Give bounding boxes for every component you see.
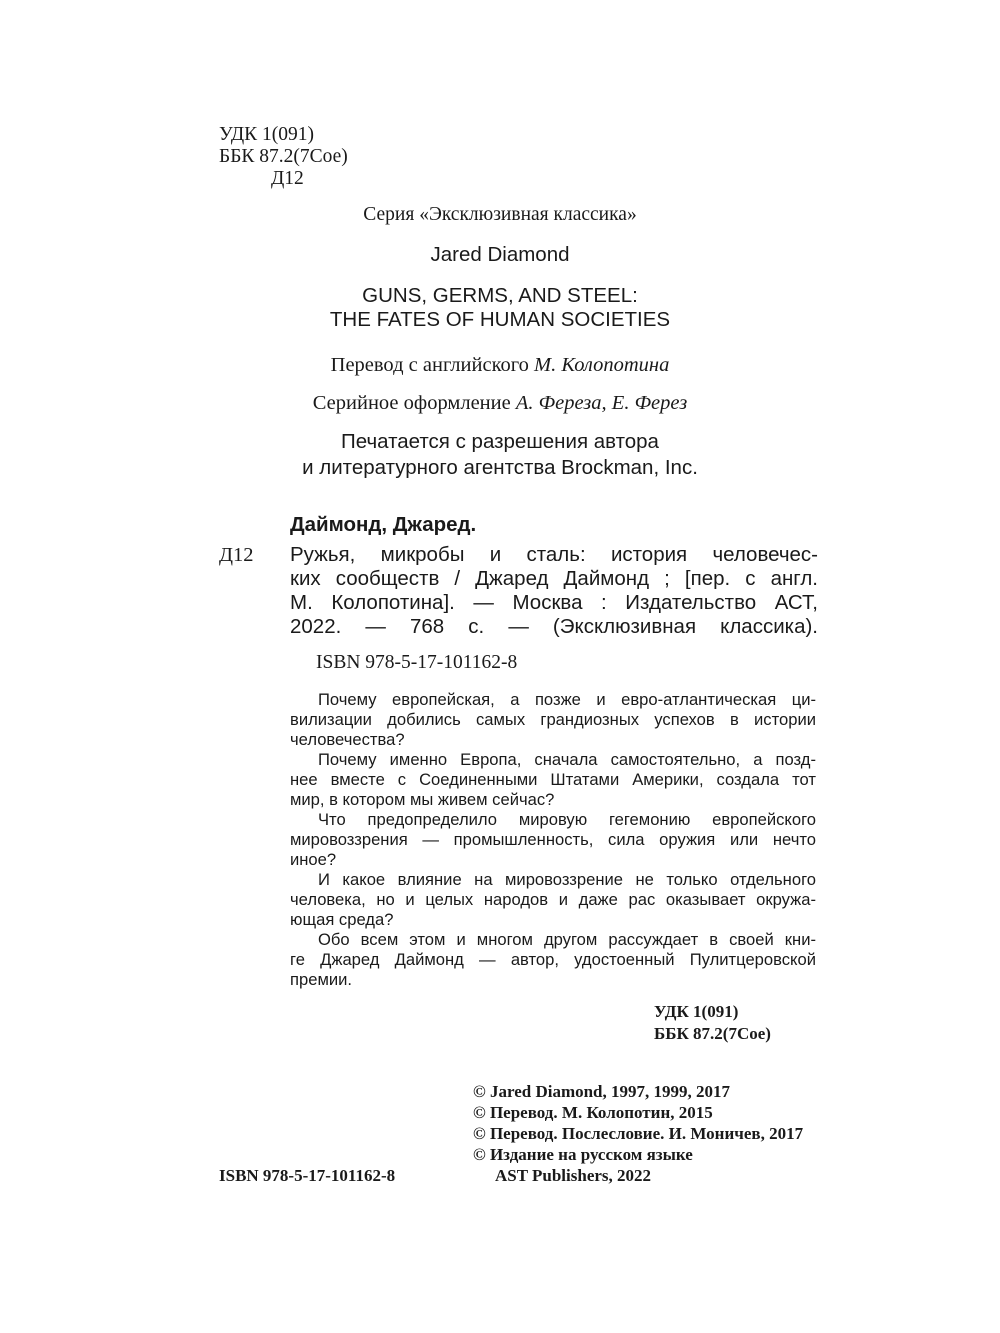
annotation-line: Обо всем этом и многом другом рассуждает в своей кни- [318, 930, 816, 949]
udk-code: УДК 1(091) [219, 124, 315, 145]
author-mark: Д12 [271, 168, 304, 189]
annotation-line: премии. [290, 970, 352, 989]
copyright-line: © Перевод. М. Колопотин, 2015 [473, 1103, 713, 1122]
copyright-line: © Перевод. Послесловие. И. Моничев, 2017 [473, 1124, 804, 1143]
catalog-line: ких сообществ / Джаред Даймонд ; [пер. с англ. [290, 567, 818, 590]
catalog-description [290, 543, 818, 639]
catalog-line: 2022. — 768 с. — (Эксклюзивная классика). [290, 615, 818, 638]
copyright-line: © Издание на русском языке [473, 1145, 693, 1164]
annotation-line: Почему именно Европа, сначала самостоятельно, а позд- [318, 750, 816, 769]
annotation-line: мировоззрения — промышленность, сила оружия или нечто [290, 830, 816, 849]
catalog-mark: Д12 [219, 544, 254, 566]
catalog-line: М. Колопотина]. — Москва : Издательство АСТ, [290, 591, 818, 614]
copyright-line: © Jared Diamond, 1997, 1999, 2017 [473, 1082, 731, 1101]
bottom-bbk-code: ББК 87.2(7Сое) [654, 1024, 771, 1043]
series-title: Серия «Эксклюзивная классика» [363, 204, 637, 225]
permission-line-2: и литературного агентства Brockman, Inc. [302, 456, 698, 479]
bottom-isbn: ISBN 978-5-17-101162-8 [219, 1166, 396, 1185]
annotation-line: нее вместе с Соединенными Штатами Америки, создала тот [290, 770, 816, 789]
original-title-line-2: THE FATES OF HUMAN SOCIETIES [329, 308, 671, 331]
bbk-code: ББК 87.2(7Сое) [219, 146, 348, 167]
annotation [290, 690, 816, 990]
annotation-line: иное? [290, 850, 337, 869]
annotation-line: человечества? [290, 730, 405, 749]
annotation-line: человека, но и целых народов и даже рас оказывает окружа- [290, 890, 816, 909]
permission-line-1: Печатается с разрешения автора [341, 430, 659, 453]
original-author: Jared Diamond [430, 243, 570, 266]
original-title-line-1: GUNS, GERMS, AND STEEL: [362, 284, 638, 307]
annotation-line: Что предопределило мировую гегемонию европейского [318, 810, 816, 829]
annotation-line: Почему европейская, а позже и евро-атлантическая ци- [318, 690, 816, 709]
catalog-line: Ружья, микробы и сталь: история человечес- [290, 543, 818, 566]
designer-names: А. Фереза, Е. Ферез [515, 392, 688, 414]
catalog-author-heading: Даймонд, Джаред. [290, 513, 477, 536]
copyright-block [473, 1081, 803, 1186]
design-credit [0, 391, 1000, 415]
annotation-line: ющая среда? [290, 910, 394, 929]
translation-prefix: Перевод с английского [330, 354, 535, 376]
design-prefix: Серийное оформление [312, 392, 516, 414]
annotation-line: И какое влияние на мировоззрение не только отдельного [318, 870, 816, 889]
translation-credit [0, 353, 1000, 377]
annotation-line: мир, в котором мы живем сейчас? [290, 790, 555, 809]
translator-name: М. Колопотина [534, 354, 670, 376]
annotation-line: вилизации добились самых грандиозных успехов в истории [290, 710, 816, 729]
bottom-udk-code: УДК 1(091) [654, 1002, 739, 1021]
catalog-isbn: ISBN 978-5-17-101162-8 [316, 652, 518, 673]
annotation-line: ге Джаред Даймонд — автор, удостоенный Пулитцеровской [290, 950, 816, 969]
copyright-line: AST Publishers, 2022 [495, 1166, 652, 1185]
